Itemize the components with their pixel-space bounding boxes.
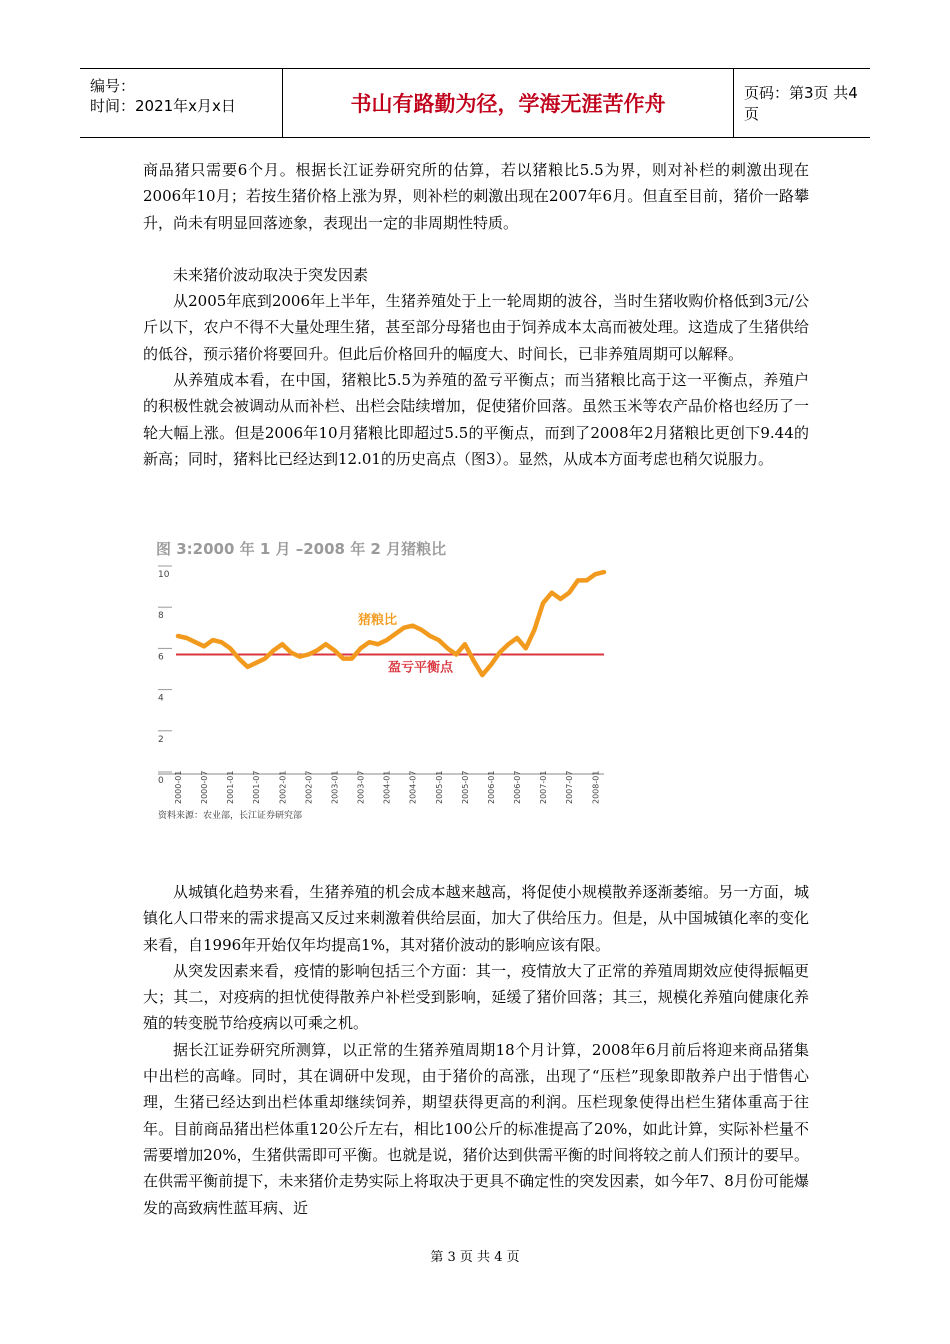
header-meta [80, 69, 283, 137]
document-number: 编号： [90, 77, 136, 95]
paragraph: 从2005年底到2006年上半年，生猪养殖处于上一轮周期的波谷，当时生猪收购价格低到3元/公斤以下，农户不得不大量处理生猪，甚至部分母猪也由于饲养成本太高而被处理。这造成了生猪供给的低谷，预示猪价将要回升。但此后价格回升的幅度大、时间长，已非养殖周期可以解释。 [143, 292, 809, 363]
header-page-number: 页码：第3页 共4页 [744, 84, 858, 123]
x-tick-label: 2005-01 [434, 770, 444, 804]
y-tick-label: 0 [158, 776, 164, 786]
paragraph: 从养殖成本看，在中国，猪粮比5.5为养殖的盈亏平衡点；而当猪粮比高于这一平衡点，养殖户的积极性就会被调动从而补栏、出栏会陆续增加，促使猪价回落。虽然玉米等农产品价格也经历了一轮大幅上涨。但是2006年10月猪粮比即超过5.5的平衡点，而到了2008年2月猪粮比更创下9.44的新高；同时，猪料比已经达到12.01的历史高点（图3）。显然，从成本方面考虑也稍欠说服力。 [143, 371, 809, 468]
chart-title: 图 3:2000 年 1 月 –2008 年 2 月猪粮比 [156, 540, 447, 558]
chart-source: 资料来源：农业部，长江证券研究部 [158, 811, 303, 821]
x-tick-label: 2002-07 [304, 770, 314, 804]
x-tick-label: 2004-07 [408, 770, 418, 804]
paragraph: 从突发因素来看，疫情的影响包括三个方面：其一，疫情放大了正常的养殖周期效应使得振幅更大；其二，对疫病的担忧使得散养户补栏受到影响，延缓了猪价回落；其三，规模化养殖向健康化养殖的转变脱节给疫病以可乘之机。 [143, 961, 809, 1033]
x-tick-label: 2004-01 [382, 770, 392, 804]
section-title: 未来猪价波动取决于突发因素 [173, 265, 369, 284]
body-section-top [143, 157, 809, 472]
x-tick-label: 2007-01 [539, 770, 549, 804]
page-footer: 第 3 页 共 4 页 [430, 1250, 520, 1265]
series-label: 猪粮比 [358, 613, 398, 628]
chart-svg [152, 528, 612, 828]
figure-chart [152, 528, 612, 828]
paragraph: 从城镇化趋势来看，生猪养殖的机会成本越来越高，将促使小规模散养逐渐萎缩。另一方面，城镇化人口带来的需求提高又反过来刺激着供给层面，加大了供给压力。但是，从中国城镇化率的变化来看，自1996年开始仅年均提高1%，其对猪价波动的影响应该有限。 [143, 883, 809, 954]
header-motto: 书山有路勤为径，学海无涯苦作舟 [283, 69, 734, 137]
x-tick-label: 2005-07 [460, 770, 470, 804]
reference-label: 盈亏平衡点 [388, 660, 454, 676]
x-tick-label: 2001-07 [252, 770, 262, 804]
x-tick-label: 2006-07 [513, 770, 523, 804]
x-tick-label: 2007-07 [565, 770, 575, 804]
y-tick-label: 8 [158, 611, 164, 622]
y-tick-label: 4 [158, 693, 164, 704]
paragraph: 据长江证券研究所测算，以正常的生猪养殖周期18个月计算，2008年6月前后将迎来商品猪集中出栏的高峰。同时，其在调研中发现，由于猪价的高涨，出现了“压栏”现象即散养户出于惜售心理，生猪已经达到出栏体重却继续饲养，期望获得更高的利润。压栏现象使得出栏生猪体重高于往年。目前商品猪出栏体重120公斤左右，相比100公斤的标准提高了20%，如此计算，实际补栏量不需要增加20%，生猪供需即可平衡。也就是说，猪价达到供需平衡的时间将较之前人们预计的要早。在供需平衡前提下，未来猪价走势实际上将取决于更具不确定性的突发因素，如今年7、8月份可能爆发的高致病性蓝耳病、近 [143, 1040, 809, 1217]
x-tick-label: 2008-01 [591, 770, 601, 804]
y-tick-label: 10 [158, 570, 170, 580]
x-tick-label: 2003-01 [330, 770, 340, 804]
x-tick-label: 2000-01 [174, 770, 183, 804]
x-tick-label: 2006-01 [486, 770, 496, 804]
body-section-bottom [143, 879, 809, 1221]
x-tick-label: 2000-07 [200, 770, 210, 804]
x-tick-label: 2003-07 [356, 770, 366, 804]
document-time: 时间：2021年x月x日 [90, 97, 236, 115]
y-tick-label: 6 [158, 652, 164, 663]
y-tick-label: 2 [158, 734, 164, 745]
x-tick-label: 2001-01 [226, 770, 236, 804]
page-header [80, 68, 870, 138]
paragraph: 商品猪只需要6个月。根据长江证券研究所的估算，若以猪粮比5.5为界，则对补栏的刺激出现在2006年10月；若按生猪价格上涨为界，则补栏的刺激出现在2007年6月。但直至目前，猪价一路攀升，尚未有明显回落迹象，表现出一定的非周期性特质。 [143, 161, 809, 232]
x-tick-label: 2002-01 [278, 770, 288, 804]
